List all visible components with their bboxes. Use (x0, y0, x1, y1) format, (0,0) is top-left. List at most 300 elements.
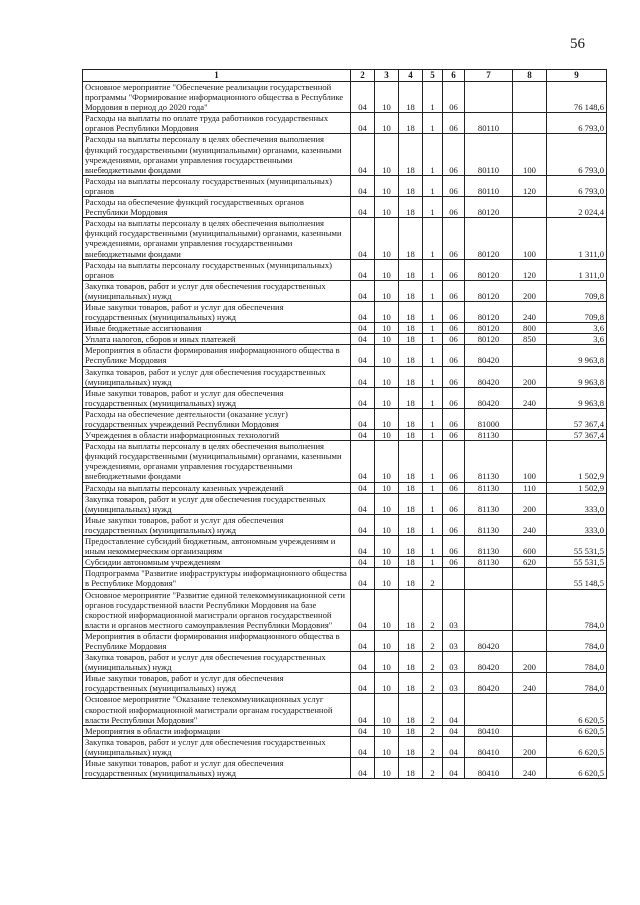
row-name-cell: Закупка товаров, работ и услуг для обеспечения государственных (муниципальных) нужд (83, 280, 351, 301)
code-cell: 04 (351, 259, 375, 280)
row-name-cell: Иные закупки товаров, работ и услуг для обеспечения государственных (муниципальных) нужд (83, 673, 351, 694)
row-name-cell: Расходы на выплаты персоналу государственных (муниципальных) органов (83, 175, 351, 196)
code-cell: 2 (423, 589, 443, 630)
code-cell (513, 589, 547, 630)
table-row (83, 387, 607, 408)
table-row (83, 673, 607, 694)
code-cell: 81130 (465, 482, 513, 493)
col-header: 9 (547, 70, 607, 82)
code-cell: 18 (399, 408, 423, 429)
amount-cell: 1 502,9 (547, 482, 607, 493)
code-cell: 10 (375, 493, 399, 514)
row-name-cell: Иные закупки товаров, работ и услуг для обеспечения государственных (муниципальных) нужд (83, 514, 351, 535)
table-row (83, 736, 607, 757)
code-cell (465, 589, 513, 630)
code-cell: 06 (443, 482, 465, 493)
code-cell: 06 (443, 280, 465, 301)
code-cell: 1 (423, 280, 443, 301)
code-cell: 80420 (465, 652, 513, 673)
code-cell: 10 (375, 758, 399, 779)
code-cell: 200 (513, 280, 547, 301)
code-cell: 120 (513, 259, 547, 280)
row-name-cell: Уплата налогов, сборов и иных платежей (83, 334, 351, 345)
table-row (83, 589, 607, 630)
amount-cell: 9 963,8 (547, 366, 607, 387)
table-row (83, 536, 607, 557)
col-header: 6 (443, 70, 465, 82)
code-cell: 04 (351, 758, 375, 779)
code-cell: 800 (513, 323, 547, 334)
code-cell: 18 (399, 725, 423, 736)
code-cell: 80420 (465, 345, 513, 366)
code-cell: 10 (375, 259, 399, 280)
table-row (83, 113, 607, 134)
amount-cell: 6 620,5 (547, 736, 607, 757)
row-name-cell: Расходы на выплаты персоналу в целях обеспечения выполнения функций государственными (муниципальными) органами, казенными учреждениями, органами управления государственными внебюджетными фондами (83, 441, 351, 482)
code-cell: 04 (351, 482, 375, 493)
row-name-cell: Закупка товаров, работ и услуг для обеспечения государственных (муниципальных) нужд (83, 493, 351, 514)
row-name-cell: Иные закупки товаров, работ и услуг для обеспечения государственных (муниципальных) нужд (83, 387, 351, 408)
code-cell: 1 (423, 301, 443, 322)
code-cell (465, 568, 513, 589)
col-header: 5 (423, 70, 443, 82)
code-cell: 04 (351, 387, 375, 408)
code-cell: 10 (375, 536, 399, 557)
code-cell: 1 (423, 323, 443, 334)
col-header: 2 (351, 70, 375, 82)
code-cell: 1 (423, 113, 443, 134)
code-cell: 18 (399, 652, 423, 673)
amount-cell: 784,0 (547, 589, 607, 630)
code-cell: 80120 (465, 218, 513, 259)
code-cell: 18 (399, 323, 423, 334)
code-cell: 10 (375, 725, 399, 736)
code-cell: 18 (399, 536, 423, 557)
code-cell: 80420 (465, 630, 513, 651)
code-cell: 04 (351, 280, 375, 301)
code-cell: 10 (375, 323, 399, 334)
code-cell: 04 (351, 82, 375, 113)
row-name-cell: Субсидии автономным учреждениям (83, 557, 351, 568)
code-cell (513, 113, 547, 134)
code-cell: 18 (399, 430, 423, 441)
code-cell: 10 (375, 514, 399, 535)
code-cell: 03 (443, 652, 465, 673)
code-cell: 80120 (465, 197, 513, 218)
code-cell: 06 (443, 82, 465, 113)
code-cell: 04 (351, 694, 375, 725)
code-cell: 18 (399, 514, 423, 535)
code-cell: 10 (375, 387, 399, 408)
code-cell: 1 (423, 536, 443, 557)
code-cell: 03 (443, 673, 465, 694)
code-cell: 850 (513, 334, 547, 345)
code-cell: 04 (351, 134, 375, 175)
code-cell: 1 (423, 197, 443, 218)
table-row (83, 280, 607, 301)
code-cell: 1 (423, 408, 443, 429)
code-cell: 80110 (465, 113, 513, 134)
amount-cell: 1 502,9 (547, 441, 607, 482)
code-cell: 1 (423, 134, 443, 175)
row-name-cell: Иные закупки товаров, работ и услуг для обеспечения государственных (муниципальных) нужд (83, 301, 351, 322)
row-name-cell: Расходы на выплаты по оплате труда работников государственных органов Республики Мордовия (83, 113, 351, 134)
code-cell: 200 (513, 736, 547, 757)
table-row (83, 334, 607, 345)
code-cell: 10 (375, 113, 399, 134)
code-cell: 1 (423, 387, 443, 408)
code-cell: 04 (351, 218, 375, 259)
code-cell: 80410 (465, 758, 513, 779)
code-cell: 80120 (465, 323, 513, 334)
col-header: 1 (83, 70, 351, 82)
table-row (83, 493, 607, 514)
amount-cell: 784,0 (547, 630, 607, 651)
code-cell (465, 82, 513, 113)
code-cell: 06 (443, 514, 465, 535)
code-cell: 18 (399, 301, 423, 322)
code-cell: 200 (513, 493, 547, 514)
code-cell: 04 (443, 736, 465, 757)
code-cell: 10 (375, 345, 399, 366)
code-cell: 04 (351, 589, 375, 630)
code-cell: 80110 (465, 175, 513, 196)
amount-cell: 57 367,4 (547, 408, 607, 429)
code-cell: 04 (443, 725, 465, 736)
code-cell: 18 (399, 493, 423, 514)
amount-cell: 55 531,5 (547, 536, 607, 557)
row-name-cell: Закупка товаров, работ и услуг для обеспечения государственных (муниципальных) нужд (83, 736, 351, 757)
code-cell: 03 (443, 630, 465, 651)
code-cell: 1 (423, 441, 443, 482)
amount-cell: 333,0 (547, 514, 607, 535)
code-cell: 200 (513, 652, 547, 673)
code-cell: 10 (375, 694, 399, 725)
code-cell: 10 (375, 366, 399, 387)
code-cell: 240 (513, 514, 547, 535)
code-cell: 10 (375, 630, 399, 651)
code-cell: 200 (513, 366, 547, 387)
code-cell: 06 (443, 536, 465, 557)
code-cell: 110 (513, 482, 547, 493)
col-header: 3 (375, 70, 399, 82)
row-name-cell: Расходы на обеспечение функций государственных органов Республики Мордовия (83, 197, 351, 218)
table-row (83, 323, 607, 334)
table-row (83, 197, 607, 218)
table-row (83, 441, 607, 482)
code-cell: 06 (443, 334, 465, 345)
amount-cell: 55 148,5 (547, 568, 607, 589)
code-cell: 04 (351, 366, 375, 387)
code-cell: 18 (399, 345, 423, 366)
row-name-cell: Мероприятия в области формирования информационного общества в Республике Мордовия (83, 630, 351, 651)
code-cell: 2 (423, 694, 443, 725)
code-cell: 18 (399, 280, 423, 301)
code-cell: 18 (399, 441, 423, 482)
code-cell: 80410 (465, 736, 513, 757)
col-header: 4 (399, 70, 423, 82)
table-row (83, 652, 607, 673)
amount-cell: 6 793,0 (547, 134, 607, 175)
code-cell: 04 (351, 197, 375, 218)
code-cell: 100 (513, 134, 547, 175)
code-cell: 10 (375, 408, 399, 429)
code-cell: 81130 (465, 514, 513, 535)
row-name-cell: Подпрограмма "Развитие инфраструктуры информационного общества в Республике Мордовия" (83, 568, 351, 589)
row-name-cell: Иные бюджетные ассигнования (83, 323, 351, 334)
code-cell: 100 (513, 441, 547, 482)
code-cell: 2 (423, 568, 443, 589)
table-row (83, 568, 607, 589)
code-cell: 2 (423, 673, 443, 694)
code-cell (513, 345, 547, 366)
header-row (83, 70, 607, 82)
col-header: 7 (465, 70, 513, 82)
code-cell: 1 (423, 514, 443, 535)
code-cell: 1 (423, 482, 443, 493)
code-cell: 18 (399, 218, 423, 259)
table-row (83, 82, 607, 113)
code-cell: 04 (351, 673, 375, 694)
amount-cell: 3,6 (547, 323, 607, 334)
code-cell: 1 (423, 175, 443, 196)
amount-cell: 2 024,4 (547, 197, 607, 218)
amount-cell: 6 620,5 (547, 725, 607, 736)
table-row (83, 134, 607, 175)
code-cell: 18 (399, 568, 423, 589)
code-cell: 1 (423, 366, 443, 387)
row-name-cell: Учреждения в области информационных технологий (83, 430, 351, 441)
code-cell: 04 (351, 725, 375, 736)
code-cell: 04 (351, 334, 375, 345)
code-cell: 1 (423, 82, 443, 113)
table-row (83, 557, 607, 568)
code-cell: 600 (513, 536, 547, 557)
code-cell: 18 (399, 387, 423, 408)
table-row (83, 482, 607, 493)
code-cell: 06 (443, 323, 465, 334)
row-name-cell: Основное мероприятие "Оказание телекоммуникационных услуг скоростной информационной магистрали органам государственной власти Республики Мордовия" (83, 694, 351, 725)
code-cell: 1 (423, 345, 443, 366)
amount-cell: 6 620,5 (547, 758, 607, 779)
code-cell: 18 (399, 334, 423, 345)
code-cell (465, 694, 513, 725)
code-cell: 06 (443, 218, 465, 259)
amount-cell: 57 367,4 (547, 430, 607, 441)
code-cell: 10 (375, 430, 399, 441)
code-cell: 06 (443, 175, 465, 196)
code-cell: 1 (423, 493, 443, 514)
code-cell: 2 (423, 736, 443, 757)
budget-table (82, 69, 607, 779)
code-cell: 80110 (465, 134, 513, 175)
code-cell: 10 (375, 175, 399, 196)
code-cell: 18 (399, 673, 423, 694)
code-cell: 18 (399, 175, 423, 196)
code-cell: 06 (443, 493, 465, 514)
code-cell: 120 (513, 175, 547, 196)
code-cell: 18 (399, 259, 423, 280)
code-cell: 06 (443, 345, 465, 366)
table-row (83, 514, 607, 535)
code-cell: 80120 (465, 301, 513, 322)
code-cell: 04 (351, 301, 375, 322)
table-row (83, 259, 607, 280)
table-row (83, 345, 607, 366)
row-name-cell: Расходы на выплаты персоналу в целях обеспечения выполнения функций государственными (муниципальными) органами, казенными учреждениями, органами управления государственными внебюджетными фондами (83, 134, 351, 175)
code-cell: 04 (351, 345, 375, 366)
code-cell (513, 408, 547, 429)
code-cell: 04 (351, 514, 375, 535)
row-name-cell: Расходы на выплаты персоналу государственных (муниципальных) органов (83, 259, 351, 280)
code-cell: 04 (351, 493, 375, 514)
row-name-cell: Предоставление субсидий бюджетным, автономным учреждениям и иным некоммерческим организациям (83, 536, 351, 557)
amount-cell: 709,8 (547, 280, 607, 301)
code-cell (513, 82, 547, 113)
code-cell: 81130 (465, 557, 513, 568)
code-cell: 10 (375, 441, 399, 482)
amount-cell: 333,0 (547, 493, 607, 514)
code-cell: 240 (513, 758, 547, 779)
code-cell: 80120 (465, 280, 513, 301)
code-cell: 04 (351, 736, 375, 757)
code-cell: 18 (399, 557, 423, 568)
table-row (83, 218, 607, 259)
code-cell: 10 (375, 568, 399, 589)
code-cell: 04 (351, 175, 375, 196)
code-cell: 04 (351, 630, 375, 651)
code-cell: 81130 (465, 493, 513, 514)
code-cell: 18 (399, 82, 423, 113)
row-name-cell: Расходы на выплаты персоналу казенных учреждений (83, 482, 351, 493)
code-cell: 10 (375, 673, 399, 694)
code-cell: 18 (399, 482, 423, 493)
code-cell: 06 (443, 197, 465, 218)
code-cell: 18 (399, 134, 423, 175)
code-cell (513, 725, 547, 736)
amount-cell: 9 963,8 (547, 387, 607, 408)
code-cell: 04 (443, 758, 465, 779)
code-cell: 80420 (465, 387, 513, 408)
amount-cell: 9 963,8 (547, 345, 607, 366)
row-name-cell: Расходы на выплаты персоналу в целях обеспечения выполнения функций государственными (муниципальными) органами, казенными учреждениями, органами управления государственными внебюджетными фондами (83, 218, 351, 259)
code-cell: 06 (443, 259, 465, 280)
code-cell: 10 (375, 197, 399, 218)
code-cell: 1 (423, 430, 443, 441)
code-cell: 240 (513, 387, 547, 408)
amount-cell: 6 793,0 (547, 175, 607, 196)
table-row (83, 430, 607, 441)
table-row (83, 366, 607, 387)
amount-cell: 6 793,0 (547, 113, 607, 134)
amount-cell: 709,8 (547, 301, 607, 322)
table-row (83, 630, 607, 651)
code-cell: 06 (443, 301, 465, 322)
code-cell: 18 (399, 113, 423, 134)
col-header: 8 (513, 70, 547, 82)
code-cell: 10 (375, 301, 399, 322)
code-cell: 1 (423, 218, 443, 259)
code-cell: 10 (375, 557, 399, 568)
code-cell: 06 (443, 134, 465, 175)
amount-cell: 6 620,5 (547, 694, 607, 725)
code-cell: 10 (375, 736, 399, 757)
amount-cell: 1 311,0 (547, 218, 607, 259)
row-name-cell: Основное мероприятие "Развитие единой телекоммуникационной сети органов государственной власти Республики Мордовия на базе скоростной информационной магистрали органов государственной власти и органов местного самоуправления Республики Мордовия" (83, 589, 351, 630)
code-cell: 04 (443, 694, 465, 725)
row-name-cell: Закупка товаров, работ и услуг для обеспечения государственных (муниципальных) нужд (83, 366, 351, 387)
code-cell: 04 (351, 113, 375, 134)
code-cell: 81130 (465, 441, 513, 482)
code-cell: 04 (351, 652, 375, 673)
code-cell: 06 (443, 387, 465, 408)
code-cell: 18 (399, 366, 423, 387)
row-name-cell: Мероприятия в области формирования информационного общества в Республике Мордовия (83, 345, 351, 366)
code-cell: 80420 (465, 366, 513, 387)
table-row (83, 301, 607, 322)
amount-cell: 3,6 (547, 334, 607, 345)
code-cell: 1 (423, 334, 443, 345)
code-cell: 04 (351, 536, 375, 557)
table-row (83, 408, 607, 429)
code-cell: 06 (443, 113, 465, 134)
code-cell: 06 (443, 366, 465, 387)
code-cell: 04 (351, 408, 375, 429)
code-cell: 80120 (465, 259, 513, 280)
code-cell: 10 (375, 134, 399, 175)
code-cell: 04 (351, 323, 375, 334)
amount-cell: 76 148,6 (547, 82, 607, 113)
code-cell (513, 630, 547, 651)
code-cell: 06 (443, 430, 465, 441)
code-cell: 2 (423, 652, 443, 673)
code-cell: 620 (513, 557, 547, 568)
code-cell: 18 (399, 736, 423, 757)
table-row (83, 725, 607, 736)
code-cell: 18 (399, 630, 423, 651)
code-cell: 1 (423, 557, 443, 568)
amount-cell: 784,0 (547, 652, 607, 673)
code-cell: 80120 (465, 334, 513, 345)
code-cell: 18 (399, 694, 423, 725)
code-cell: 04 (351, 568, 375, 589)
code-cell: 10 (375, 82, 399, 113)
table-row (83, 758, 607, 779)
code-cell: 10 (375, 652, 399, 673)
code-cell (513, 430, 547, 441)
code-cell: 2 (423, 758, 443, 779)
code-cell: 81000 (465, 408, 513, 429)
code-cell: 04 (351, 430, 375, 441)
row-name-cell: Иные закупки товаров, работ и услуг для обеспечения государственных (муниципальных) нужд (83, 758, 351, 779)
code-cell: 10 (375, 218, 399, 259)
code-cell: 18 (399, 197, 423, 218)
row-name-cell: Основное мероприятие "Обеспечение реализации государственной программы "Формирование информационного общества в Республике Мордовия в период до 2020 года" (83, 82, 351, 113)
table-row (83, 694, 607, 725)
code-cell: 06 (443, 441, 465, 482)
code-cell: 04 (351, 441, 375, 482)
code-cell: 10 (375, 280, 399, 301)
code-cell (513, 568, 547, 589)
code-cell: 81130 (465, 536, 513, 557)
amount-cell: 784,0 (547, 673, 607, 694)
amount-cell: 1 311,0 (547, 259, 607, 280)
row-name-cell: Мероприятия в области информации (83, 725, 351, 736)
code-cell: 1 (423, 259, 443, 280)
code-cell: 10 (375, 589, 399, 630)
code-cell: 18 (399, 589, 423, 630)
code-cell (513, 694, 547, 725)
